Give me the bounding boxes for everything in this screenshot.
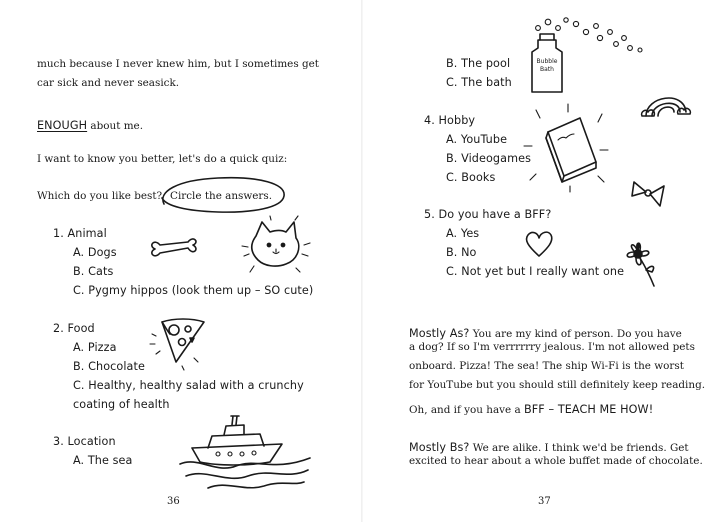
flower-icon [620,240,664,290]
bubble-bath-bottle-icon [524,12,654,96]
bottle-label: Bubble Bath [536,58,558,73]
question-5: 5. Do you have a BFF? [424,208,552,221]
page-gutter [361,0,363,522]
mostly-as-text-1: You are my kind of person. Do you have [469,328,682,340]
q3-option-a: A. The sea [73,454,133,467]
mostly-as-line-2: a dog? If so I'm verrrrrry jealous. I'm not allowed pets [409,341,695,353]
which-like-best: Which do you like best? [37,190,163,202]
mostly-bs-line-1 [409,436,689,455]
q2-option-a: A. Pizza [73,341,117,354]
hand-drawn-circle [156,174,290,216]
q2-option-c-line-2: coating of health [73,398,170,411]
pizza-slice-icon [148,312,214,370]
q1-option-c: C. Pygmy hippos (look them up – SO cute) [73,284,314,297]
enough-line [37,114,143,133]
right-page-number: 37 [538,496,551,507]
mostly-as-line-5 [409,398,653,417]
rainbow-icon [640,82,692,122]
bow-icon [630,176,666,212]
q5-option-b: B. No [446,246,477,259]
q3-option-b: B. The pool [446,57,511,70]
q1-option-a: A. Dogs [73,246,117,259]
bone-icon [150,236,198,262]
left-page-number: 36 [167,496,180,507]
mostly-bs-line-2: excited to hear about a whole buffet made of chocolate. [409,455,703,467]
enough-word: ENOUGH [37,119,88,132]
q1-option-b: B. Cats [73,265,114,278]
q4-option-c: C. Books [446,171,496,184]
mostly-as-line-1 [409,322,682,341]
heart-icon [524,230,554,258]
question-1: 1. Animal [53,227,107,240]
question-4: 4. Hobby [424,114,476,127]
q2-option-c-line-1: C. Healthy, healthy salad with a crunchy [73,379,304,392]
intro-line-2: car sick and never seasick. [37,77,180,89]
question-2: 2. Food [53,322,95,335]
q4-option-b: B. Videogames [446,152,531,165]
quiz-intro: I want to know you better, let's do a quick quiz: [37,153,288,165]
bff-teach-me: BFF – TEACH ME HOW! [523,403,654,416]
q2-option-b: B. Chocolate [73,360,145,373]
mostly-as-text-5: Oh, and if you have a [409,404,524,416]
mostly-bs-label: Mostly Bs? [409,441,470,454]
mostly-bs-text-1: We are alike. I think we'd be friends. Get [469,442,689,454]
q5-option-a: A. Yes [446,227,480,240]
mostly-as-line-3: onboard. Pizza! The sea! The ship Wi-Fi is the worst [409,360,684,372]
question-3: 3. Location [53,435,116,448]
enough-rest: about me. [87,120,144,132]
q5-option-c: C. Not yet but I really want one [446,265,625,278]
cat-face-icon [236,212,316,276]
book-icon [520,100,616,192]
intro-line-1: much because I never knew him, but I sometimes get [37,58,319,70]
q3-option-c: C. The bath [446,76,512,89]
ship-icon [178,408,314,492]
q4-option-a: A. YouTube [446,133,508,146]
mostly-as-label: Mostly As? [409,327,470,340]
circle-answers-text: Circle the answers. [170,190,273,202]
mostly-as-line-4: for YouTube but you should still definitely keep reading. [409,379,706,391]
